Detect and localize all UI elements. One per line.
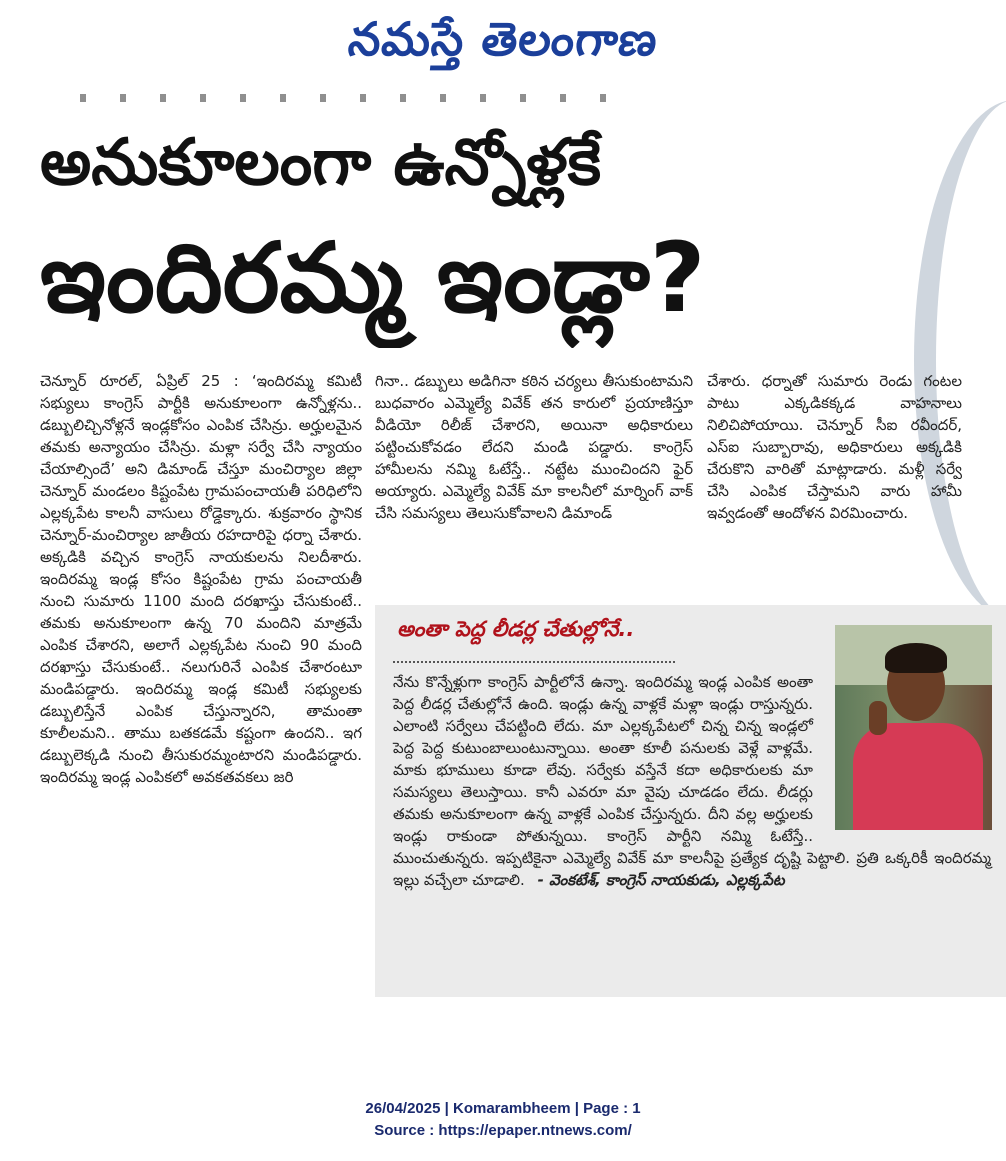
headline-line-1: అనుకూలంగా ఉన్నోళ్లకే — [40, 126, 602, 200]
sidebar-byline: - వెంకటేశ్, కాంగ్రెస్ నాయకుడు, ఎల్లక్కపేట — [537, 871, 785, 889]
headline-line-2: ఇందిరమ్మ ఇండ్లా? — [40, 222, 706, 334]
article-column-3 — [707, 370, 962, 585]
article-column-2-text: గినా.. డబ్బులు అడిగినా కఠిన చర్యలు తీసుకుంటామని బుధవారం ఎమ్మెల్యే వివేక్ తన కారులో ప్రయాణిస్తూ వీడియో రిలీజ్ చేశారని, అయినా అధికారులు పట్టించుకోవడం లేదని మండి పడ్డారు. కాంగ్రెస్ హామీలను నమ్మి ఓటేస్తే.. నట్టేట ముంచిందని ఫైర్ అయ్యారు. ఎమ్మెల్యే వివేక్ మా కాలనీలో మార్నింగ్ వాక్ చేసి సమస్యలు తెలుసుకోవాలని డిమాండ్ — [375, 372, 693, 522]
photo-hair — [885, 643, 947, 673]
top-strip-divider — [80, 94, 640, 102]
footer-edition-line: 26/04/2025 | Komarambheem | Page : 1 — [365, 1100, 641, 1117]
newspaper-logo: నమస్తే తెలంగాణ — [346, 12, 662, 66]
masthead — [0, 0, 1006, 90]
article-column-1 — [40, 370, 362, 1010]
sidebar-title-rule — [393, 661, 675, 663]
article-column-2 — [375, 370, 693, 585]
sidebar-title: అంతా పెద్ద లీడర్ల చేతుల్లోనే.. — [397, 617, 635, 641]
sidebar-body — [393, 671, 991, 986]
photo-float-spacer — [813, 671, 991, 847]
sidebar-quote-box — [375, 605, 1006, 997]
sidebar-quote-text: నేను కొన్నేళ్లుగా కాంగ్రెస్ పార్టీలోనే ఉన్నా. ఇందిరమ్మ ఇండ్ల ఎంపిక అంతా పెద్ద లీడర్ల చేతుల్లోనే ఉంది. ఇండ్లు ఉన్న వాళ్లకే మళ్లా ఇండ్లు రాస్తున్నరు. ఎలాంటి సర్వేలు చేపట్టింది లేదు. మా ఎల్లక్కపేటలో చిన్న చిన్న ఇండ్లలో పెద్ద పెద్ద కుటుంబాలుంటున్నాయి. అంతా కూలీ పనులకు వెళ్లే వాళ్లమే. మాకు భూములు కూడా లేవు. సర్వేకు వస్తేనే కదా అధికారులకు మా సమస్యలు తెలుస్తాయి. కానీ ఎవరూ మా వైపు చూడడం లేదు. లీడర్లు తమకు అనుకూలంగా ఉన్న వాళ్లకే ఎంపిక చేస్తున్నరు. దీని వల్ల అర్హులకు ఇండ్లు రాకుండా పోతున్నయి. కాంగ్రెస్ పార్టీని నమ్మి ఓటేస్తే.. ముంచుతున్నరు. ఇప్పటికైనా ఎమ్మెల్యే వివేక్ మా కాలనీపై ప్రత్యేక దృష్టి పెట్టాలి. ప్రతి ఒక్కరికీ ఇందిరమ్మ ఇల్లు వచ్చేలా చూడాలి. — [393, 673, 991, 889]
article-column-1-text: చెన్నూర్ రూరల్, ఏప్రిల్ 25 : ‘ఇందిరమ్మ కమిటీ సభ్యులు కాంగ్రెస్ పార్టీకి అనుకూలంగా ఉన్నోళ్లను.. డబ్బులిచ్చినోళ్లనే ఇండ్లకోసం ఎంపిక చేసిన్రు. అర్హులమైన తమకు అన్యాయం చేసిన్రు. మళ్లా సర్వే చేసి న్యాయం చేయాల్సిందే’ అని డిమాండ్ చేస్తూ మంచిర్యాల జిల్లా చెన్నూర్ మండలం కిష్టంపేట గ్రామపంచాయతీ పరిధిలోని ఎల్లక్కపేట కాలనీ వాసులు రోడ్డెక్కారు. శుక్రవారం స్థానిక చెన్నూర్-మంచిర్యాల జాతీయ రహదారిపై ధర్నా చేశారు. అక్కడికి వచ్చిన కాంగ్రెస్ నాయకులను నిలదీశారు. ఇందిరమ్మ ఇండ్ల కోసం కిష్టంపేట గ్రామ పంచాయతీ నుంచి సుమారు 1100 మంది దరఖాస్తు చేసుకుంటే.. తమకు అనుకూలంగా ఉన్న 70 మందిని మాత్రమే ఎంపిక చేశారని, అలాగే ఎల్లక్కపేట నుంచి 90 మంది దరఖాస్తు చేసుకుంటే.. నలుగురినే ఎంపిక చేశారంటూ మండిపడ్డారు. ఇందిరమ్మ ఇండ్ల కమిటీ సభ్యులకు డబ్బులిస్తేనే ఎంపిక చేస్తున్నారని, తామంతా కూలీలమని.. తాము బతకడమే కష్టంగా ఉందని.. ఇగ డబ్బులెక్కడి నుంచి తీసుకురమ్మంటారని మండిపడ్డారు. ఇందిరమ్మ ఇండ్ల ఎంపికలో అవకతవకలు జరి — [40, 372, 362, 786]
article-column-3-text: చేశారు. ధర్నాతో సుమారు రెండు గంటల పాటు ఎక్కడికక్కడ వాహనాలు నిలిచిపోయాయి. చెన్నూర్ సీఐ రవీందర్, ఎస్ఐ సుబ్బారావు, అధికారులు అక్కడికి చేరుకొని వారితో మాట్లాడారు. మళ్లీ సర్వే చేసి ఎంపిక చేస్తామని వారు హామీ ఇవ్వడంతో ఆందోళన విరమించారు. — [707, 372, 962, 522]
page-footer — [0, 1098, 1006, 1142]
footer-source-line: Source : https://epaper.ntnews.com/ — [374, 1122, 632, 1139]
